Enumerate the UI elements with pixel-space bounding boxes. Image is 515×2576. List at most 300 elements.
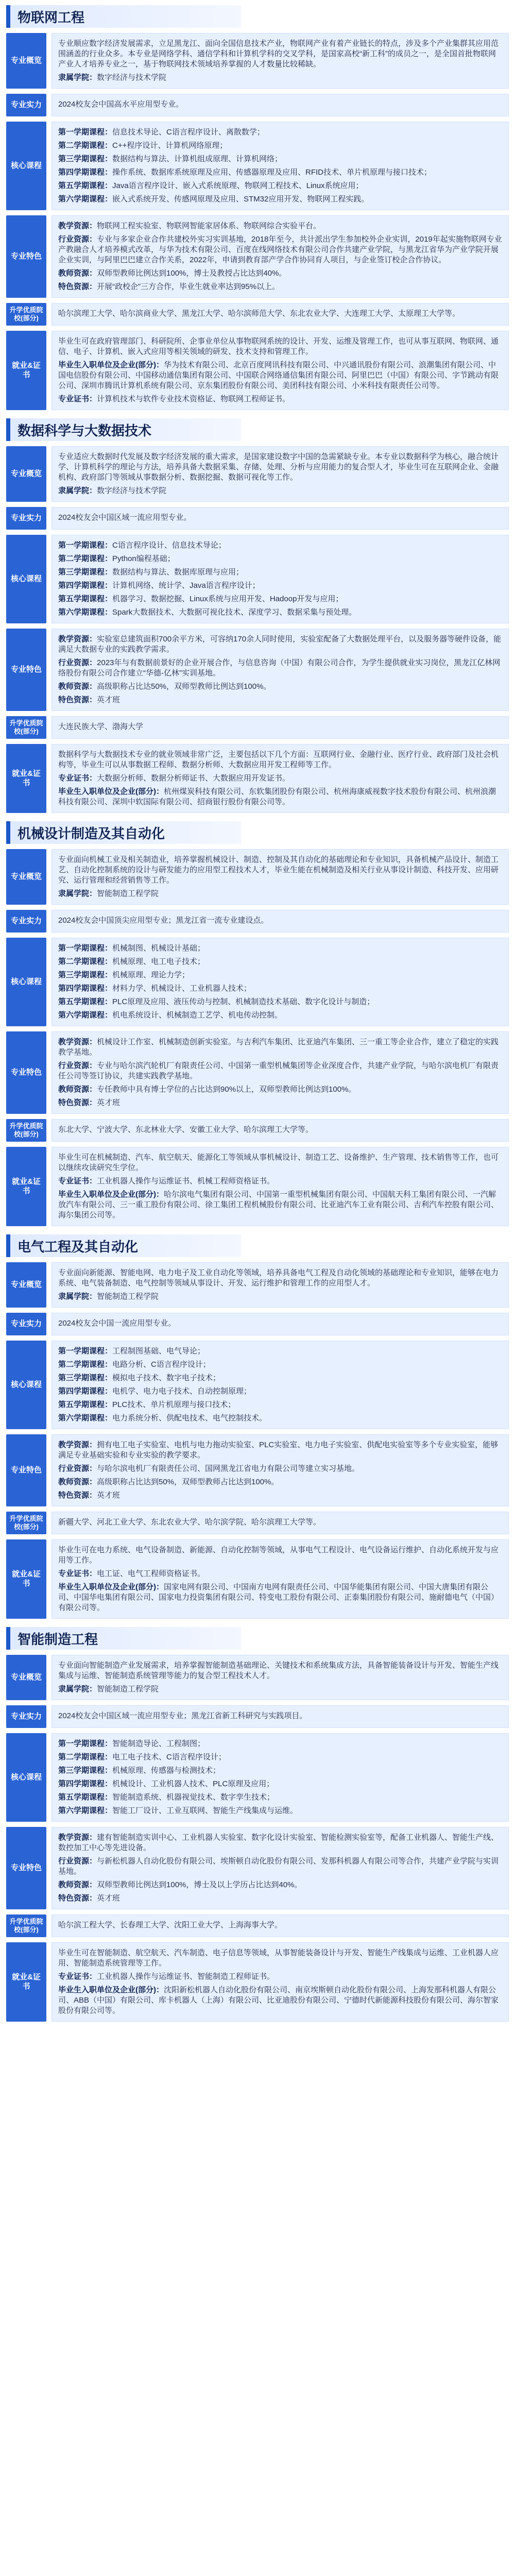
content-paragraph	[58, 1948, 502, 1969]
content-text: 模拟电子技术、数字电子技术；	[112, 1374, 221, 1382]
content-key: 第四学期课程：	[58, 1780, 113, 1788]
content-text: 电力系统分析、供配电技术、电气控制技术。	[112, 1414, 267, 1422]
content-text: 机械原理、传感器与检测技术；	[112, 1766, 221, 1775]
content-paragraph	[58, 181, 502, 191]
content-paragraph	[58, 567, 502, 578]
content-text: 信息技术导论、C语言程序设计、离散数学；	[112, 128, 265, 137]
content-text: Python编程基础；	[112, 554, 175, 563]
info-row	[6, 1341, 509, 1429]
row-content	[52, 938, 509, 1026]
row-content	[52, 1434, 509, 1506]
row-content	[52, 849, 509, 905]
content-paragraph	[58, 554, 502, 564]
content-paragraph	[58, 282, 502, 292]
content-key: 第六学期课程：	[58, 1806, 113, 1815]
content-key: 教学资源：	[58, 1440, 97, 1449]
row-label: 核心课程	[6, 122, 46, 210]
content-paragraph	[58, 39, 502, 70]
content-text: 操作系统、数据库系统原理及应用、传感器原理及应用、RFID技术、单片机原理与接口技术；	[112, 168, 432, 177]
info-row	[6, 1262, 509, 1308]
content-paragraph	[58, 194, 502, 205]
content-text: 数据结构与算法、数据库原理与应用；	[112, 568, 244, 577]
content-text: 与哈尔滨电机厂有限责任公司、国网黑龙江省电力有限公司等建立实习基地。	[97, 1464, 360, 1473]
info-row	[6, 507, 509, 530]
content-key: 第六学期课程：	[58, 608, 113, 617]
content-text: 计算机网络、统计学、Java语言程序设计；	[112, 581, 260, 590]
row-label: 升学优质院校(部分)	[6, 303, 46, 326]
content-key: 专业证书：	[58, 1569, 97, 1578]
content-text: 电工证、电气工程师资格证书。	[97, 1569, 205, 1578]
row-label: 升学优质院校(部分)	[6, 1512, 46, 1534]
content-key: 第三学期课程：	[58, 1374, 113, 1382]
content-key: 第四学期课程：	[58, 984, 113, 993]
content-paragraph	[58, 634, 502, 655]
row-content	[52, 716, 509, 739]
row-content	[52, 535, 509, 623]
content-text: 英才班	[97, 1098, 121, 1107]
info-row	[6, 446, 509, 502]
content-paragraph	[58, 1972, 502, 1982]
content-paragraph	[58, 1125, 502, 1135]
content-text: 新疆大学、河北工业大学、东北农业大学、哈尔滨学院、哈尔滨理工大学等。	[58, 1518, 321, 1527]
row-content	[52, 1655, 509, 1700]
content-paragraph	[58, 1711, 502, 1721]
row-label: 专业概览	[6, 446, 46, 502]
content-text: 开展“政校企”三方合作，毕业生就业率达到95%以上。	[97, 282, 280, 291]
content-key: 教学资源：	[58, 1833, 97, 1842]
content-text: 智能制造工程学院	[97, 1685, 159, 1693]
content-text: 国家电网有限公司、中国南方电网有限责任公司、中国华能集团有限公司、中国大唐集团有限公司、中国华电集团有限公司、国家电力投资集团有限公司、特变电工股份有限公司、正泰集团股份有限公司、施耐德电气（中国）有限公司等。	[58, 1583, 499, 1612]
content-paragraph	[58, 141, 502, 151]
content-paragraph	[58, 722, 502, 732]
content-paragraph	[58, 787, 502, 807]
content-paragraph	[58, 594, 502, 604]
info-row	[6, 303, 509, 326]
content-paragraph	[58, 1833, 502, 1853]
row-label: 就业&证书	[6, 331, 46, 410]
content-text: C++程序设计、计算机网络原理；	[112, 141, 228, 150]
content-key: 行业资源：	[58, 1061, 97, 1070]
content-key: 特色资源：	[58, 1491, 97, 1500]
content-paragraph	[58, 99, 502, 110]
content-key: 教师资源：	[58, 682, 97, 691]
row-label: 专业特色	[6, 1434, 46, 1506]
content-paragraph	[58, 1413, 502, 1423]
content-key: 第一学期课程：	[58, 1739, 113, 1748]
row-label: 专业概览	[6, 849, 46, 905]
content-text: 沈阳新松机器人自动化股份有限公司、南京埃斯顿自动化股份有限公司、上海发那科机器人有限公司、ABB（中国）有限公司、库卡机器人（上海）有限公司、比亚迪股份有限公司、宁德时代新能源科技股份有限公司、海尔智家股份有限公司等。	[58, 1986, 499, 2015]
row-label: 专业特色	[6, 1827, 46, 1909]
content-key: 第二学期课程：	[58, 1753, 113, 1761]
content-paragraph	[58, 1061, 502, 1081]
content-text: 华为技术有限公司、北京百度网讯科技有限公司、中兴通讯股份有限公司、浪潮集团有限公司、中国电信股份有限公司、中国移动通信集团有限公司、中国联合网络通信集团有限公司、阿里巴巴（中国）有限公司、字节跳动有限公司、深圳市腾讯计算机系统有限公司、京东集团股份有限公司、美团科技有限公司、小米科技有限责任公司等。	[58, 361, 499, 390]
content-paragraph	[58, 1373, 502, 1383]
row-content	[52, 1539, 509, 1619]
row-label: 专业概览	[6, 1262, 46, 1308]
content-text: 材料力学、机械设计、工业机器人技术；	[112, 984, 252, 993]
major-section	[0, 1627, 515, 2022]
row-label: 专业特色	[6, 1031, 46, 1114]
row-content	[52, 1341, 509, 1429]
header-accent-bar	[6, 1627, 10, 1650]
content-paragraph	[58, 855, 502, 886]
content-paragraph	[58, 167, 502, 178]
row-label: 升学优质院校(部分)	[6, 716, 46, 739]
content-text: 机械原理、理论力学；	[112, 971, 190, 979]
content-paragraph	[58, 1739, 502, 1749]
content-text: 机械制图、机械设计基础；	[112, 944, 205, 953]
content-text: 哈尔滨电气集团有限公司、中国第一重型机械集团有限公司、中国航天科工集团有限公司、一汽解放汽车有限公司、三一重工股份有限公司、徐工集团工程机械股份有限公司、比亚迪汽车工业有限公司、吉利汽车控股有限公司、海尔集团公司等。	[58, 1190, 499, 1219]
content-key: 特色资源：	[58, 282, 97, 291]
content-key: 特色资源：	[58, 1894, 97, 1903]
content-text: 东北大学、宁波大学、东北林业大学、安徽工业大学、哈尔滨理工大学等。	[58, 1125, 314, 1134]
content-paragraph	[58, 1766, 502, 1776]
content-text: 机器学习、数据挖掘、Linux系统与应用开发、Hadoop开发与应用；	[112, 595, 344, 603]
row-content	[52, 303, 509, 326]
row-content	[52, 1827, 509, 1909]
content-paragraph	[58, 695, 502, 705]
content-text: 数字经济与技术学院	[97, 486, 167, 495]
content-key: 第五学期课程：	[58, 1793, 113, 1802]
info-row	[6, 1434, 509, 1506]
content-key: 毕业生入职单位及企业(部分)：	[58, 1583, 164, 1591]
row-label: 专业特色	[6, 215, 46, 298]
row-content	[52, 33, 509, 89]
content-paragraph	[58, 1490, 502, 1501]
info-row	[6, 1512, 509, 1534]
content-paragraph	[58, 1268, 502, 1289]
content-paragraph	[58, 486, 502, 496]
content-key: 行业资源：	[58, 658, 97, 667]
row-content	[52, 94, 509, 116]
content-text: 2024校友会中国区域一流应用型专业。	[58, 513, 192, 522]
content-text: 机械设计工作室、机械制造创新实验室。与吉利汽车集团、比亚迪汽车集团、三一重工等企业合作，建立了稳定的实践教学基地。	[58, 1038, 499, 1057]
content-paragraph	[58, 957, 502, 967]
content-paragraph	[58, 1545, 502, 1566]
row-content	[52, 1705, 509, 1728]
content-text: 专任教师中具有博士学位的占比达到90%以上，双师型教师比例达到100%。	[97, 1085, 356, 1094]
row-content	[52, 507, 509, 530]
content-text: 与新松机器人自动化股份有限公司、埃斯顿自动化股份有限公司、发那科机器人有限公司等合作，共建产业学院与实训基地。	[58, 1857, 499, 1876]
section-title: 智能制造工程	[10, 1627, 241, 1650]
content-text: 数据科学与大数据技术专业的就业领域非常广泛，主要包括以下几个方面：互联网行业、金融行业、医疗行业、政府部门及社会机构等，毕业生可以从事数据工程师、数据分析师、大数据应用开发工程师等工作。	[58, 750, 499, 769]
content-paragraph	[58, 394, 502, 404]
content-paragraph	[58, 1985, 502, 2016]
info-row	[6, 1539, 509, 1619]
content-key: 专业证书：	[58, 1177, 97, 1185]
header-accent-bar	[6, 418, 10, 441]
content-paragraph	[58, 1010, 502, 1021]
row-label: 专业实力	[6, 910, 46, 933]
section-header	[6, 1234, 509, 1257]
content-text: 英才班	[97, 696, 121, 704]
content-paragraph	[58, 1153, 502, 1173]
content-text: C语言程序设计、信息技术导论；	[112, 541, 226, 550]
info-row	[6, 94, 509, 116]
content-key: 隶属学院：	[58, 1685, 97, 1693]
content-paragraph	[58, 154, 502, 164]
row-label: 核心课程	[6, 1733, 46, 1822]
content-text: 毕业生可在电力系统、电气设备制造、新能源、自动化控制等领域，从事电气工程设计、电气设备运行维护、自动化系统开发与应用等工作。	[58, 1546, 499, 1565]
section-header	[6, 5, 509, 28]
content-paragraph	[58, 1190, 502, 1221]
content-paragraph	[58, 943, 502, 954]
content-text: PLC技术、单片机原理与接口技术；	[112, 1400, 236, 1409]
content-text: 毕业生可在政府管理部门、科研院所、企事业单位从事物联网系统的设计、开发、运维及管理工作，也可从事互联网、物联网、通信、电子、计算机、嵌入式应用等相关领域的研发、技术支持和管理工作。	[58, 337, 499, 356]
info-row	[6, 1313, 509, 1335]
header-accent-bar	[6, 5, 10, 28]
content-text: 机械设计、工业机器人技术、PLC原理及应用；	[112, 1780, 274, 1788]
row-label: 专业实力	[6, 1313, 46, 1335]
major-section	[0, 1234, 515, 1619]
content-key: 行业资源：	[58, 1464, 97, 1473]
row-content	[52, 446, 509, 502]
content-text: 2024校友会中国一流应用型专业。	[58, 1319, 176, 1328]
content-key: 教学资源：	[58, 635, 97, 643]
row-label: 专业实力	[6, 94, 46, 116]
content-key: 行业资源：	[58, 235, 97, 244]
content-paragraph	[58, 127, 502, 138]
row-label: 专业特色	[6, 629, 46, 711]
content-text: Java语言程序设计、嵌入式系统原理、物联网工程技术、Linux系统应用；	[112, 181, 364, 190]
content-paragraph	[58, 1318, 502, 1329]
content-paragraph	[58, 889, 502, 899]
content-key: 第二学期课程：	[58, 957, 113, 966]
content-key: 专业证书：	[58, 395, 97, 403]
info-row	[6, 1147, 509, 1226]
content-key: 第五学期课程：	[58, 1400, 113, 1409]
info-row	[6, 629, 509, 711]
content-key: 第一学期课程：	[58, 541, 113, 550]
content-paragraph	[58, 1098, 502, 1108]
content-text: 电工电子技术、C语言程序设计；	[112, 1753, 226, 1761]
content-paragraph	[58, 997, 502, 1007]
row-label: 核心课程	[6, 938, 46, 1026]
content-text: 高级职称占比达50%，双师型教师比例达到100%。	[97, 682, 271, 691]
info-row	[6, 849, 509, 905]
info-row	[6, 535, 509, 623]
content-text: Spark大数据技术、大数据可视化技术、深度学习、数据采集与预处理。	[112, 608, 357, 617]
content-text: 智能制造工程学院	[97, 1292, 159, 1301]
content-text: 2024校友会中国高水平应用型专业。	[58, 100, 184, 109]
info-row	[6, 1655, 509, 1700]
content-key: 隶属学院：	[58, 1292, 97, 1301]
content-text: 2023年与有数据前景好的企业开展合作，与信息咨询（中国）有限公司合作，为学生提供就业实习岗位，黑龙江亿林网络股份有限公司合作建立“华德-亿林”实训基地。	[58, 658, 501, 677]
info-row	[6, 716, 509, 739]
content-paragraph	[58, 581, 502, 591]
content-key: 毕业生入职单位及企业(部分)：	[58, 1190, 164, 1199]
content-text: 专业面向机械工业及相关制造业，培养掌握机械设计、制造、控制及其自动化的基础理论和专业知识，具备机械产品设计、制造工艺、自动化控制系统的设计与研发能力的应用型工程技术人才，毕业生能在机械制造及相关行业从事设计制造、科技开发、应用研究、运行管理和经营销售等工作。	[58, 855, 499, 885]
content-paragraph	[58, 360, 502, 391]
content-key: 教师资源：	[58, 1880, 97, 1889]
row-content	[52, 331, 509, 410]
content-paragraph	[58, 970, 502, 980]
content-key: 隶属学院：	[58, 889, 97, 898]
content-text: 大连民族大学、渤海大学	[58, 722, 144, 731]
content-paragraph	[58, 750, 502, 770]
content-paragraph	[58, 1779, 502, 1789]
content-paragraph	[58, 540, 502, 551]
content-paragraph	[58, 1880, 502, 1890]
header-accent-bar	[6, 821, 10, 844]
row-content	[52, 1942, 509, 2022]
content-text: 杭州煤炭科技有限公司、东软集团股份有限公司、杭州海康威视数字技术股份有限公司、杭州浪潮科技有限公司、深圳中软国际有限公司、招商银行股份有限公司等。	[58, 787, 496, 806]
section-title: 机械设计制造及其自动化	[10, 821, 241, 844]
content-key: 专业证书：	[58, 774, 97, 783]
content-paragraph	[58, 234, 502, 265]
content-text: 大数据分析师、数据分析师证书、大数据应用开发证书。	[97, 774, 290, 783]
major-section	[0, 418, 515, 813]
content-text: 工业机器人操作与运维证书、智能制造工程师证书。	[97, 1972, 275, 1981]
content-paragraph	[58, 1920, 502, 1930]
major-section	[0, 5, 515, 410]
content-text: 拥有电工电子实验室、电机与电力拖动实验室、PLC实验室、电力电子实验室、供配电实验室等多个专业实验室，能够满足专业基础实验和专业实验的教学要求。	[58, 1440, 499, 1460]
content-text: 毕业生可在机械制造、汽车、航空航天、能源化工等领域从事机械设计、制造工艺、设备维护、生产管理、技术销售等工作，也可以继续攻读研究生学位。	[58, 1153, 499, 1172]
content-text: 哈尔滨理工大学、哈尔滨商业大学、黑龙江大学、哈尔滨师范大学、东北农业大学、大连理工大学、太原理工大学等。	[58, 309, 460, 318]
content-paragraph	[58, 1386, 502, 1397]
content-key: 特色资源：	[58, 1098, 97, 1107]
content-key: 第二学期课程：	[58, 554, 113, 563]
content-text: 专业顺应数字经济发展需求，立足黑龙江、面向全国信息技术产业，物联网产业有着产业链长的特点，涉及多个产业集群其应用范围涵盖的行业众多。本专业是网络学科、通信学科和计算机学科的交叉学科，是国家高校“新工科”的成员之一，是全国首批物联网产业人才培养专业之一，基于物联网技术领域培养掌握的人才数量比较稀缺。	[58, 39, 499, 69]
info-row	[6, 1914, 509, 1937]
content-text: 专业与哈尔滨汽轮机厂有限责任公司、中国第一重型机械集团等企业深度合作，共建产业学院，与哈尔滨电机厂有限责任公司等签订协议，共建实践教学基地。	[58, 1061, 499, 1080]
info-row	[6, 33, 509, 89]
content-key: 第一学期课程：	[58, 128, 113, 137]
section-title: 电气工程及其自动化	[10, 1234, 241, 1257]
content-key: 隶属学院：	[58, 73, 97, 82]
content-key: 第四学期课程：	[58, 1387, 113, 1396]
row-content	[52, 1733, 509, 1822]
content-paragraph	[58, 1360, 502, 1370]
content-key: 第四学期课程：	[58, 581, 113, 590]
section-title: 物联网工程	[10, 5, 241, 28]
content-paragraph	[58, 773, 502, 784]
content-paragraph	[58, 513, 502, 523]
content-text: 智能制造导论、工程制图；	[112, 1739, 205, 1748]
content-paragraph	[58, 1660, 502, 1681]
section-title: 数据科学与大数据技术	[10, 418, 241, 441]
content-text: 2024校友会中国区域一流应用型专业；黑龙江省新工科研究与实践项目。	[58, 1711, 307, 1720]
content-text: 英才班	[97, 1894, 121, 1903]
section-header	[6, 1627, 509, 1650]
content-text: 计算机技术与软件专业技术资格证、物联网工程师证书。	[97, 395, 290, 403]
content-key: 第三学期课程：	[58, 155, 113, 163]
major-section	[0, 821, 515, 1226]
row-content	[52, 1031, 509, 1114]
row-label: 就业&证书	[6, 1539, 46, 1619]
content-text: 工业机器人操作与运维证书、机械工程师资格证书。	[97, 1177, 275, 1185]
info-row	[6, 215, 509, 298]
content-text: 嵌入式系统开发、传感网原理及应用、STM32应用开发、物联网工程实践。	[112, 195, 369, 204]
content-paragraph	[58, 1893, 502, 1904]
content-paragraph	[58, 916, 502, 926]
content-text: 智能制造工程学院	[97, 889, 159, 898]
content-paragraph	[58, 1176, 502, 1187]
content-key: 第二学期课程：	[58, 1360, 113, 1369]
row-label: 核心课程	[6, 535, 46, 623]
info-row	[6, 122, 509, 210]
content-key: 毕业生入职单位及企业(部分)：	[58, 1986, 164, 1994]
info-row	[6, 331, 509, 410]
section-header	[6, 821, 509, 844]
content-text: 机电系统设计、机械制造工艺学、机电传动控制。	[112, 1011, 283, 1020]
row-label: 升学优质院校(部分)	[6, 1119, 46, 1142]
row-content	[52, 1512, 509, 1534]
content-text: 专业面向智能制造产业发展需求，培养掌握智能制造基础理论、关键技术和系统集成方法，具备智能装备设计与开发、智能生产线集成与运维、智能制造系统管理等能力的复合型工程技术人才。	[58, 1661, 499, 1680]
content-text: 物联网工程实验室、物联网智能家居体系、物联网综合实验平台。	[97, 222, 321, 230]
info-row	[6, 938, 509, 1026]
content-text: 智能工厂设计、工业互联网、智能生产线集成与运维。	[112, 1806, 298, 1815]
content-key: 行业资源：	[58, 1857, 97, 1866]
row-content	[52, 1147, 509, 1226]
info-row	[6, 1119, 509, 1142]
row-content	[52, 744, 509, 813]
row-content	[52, 1119, 509, 1142]
row-label: 就业&证书	[6, 744, 46, 813]
content-paragraph	[58, 221, 502, 231]
content-key: 第六学期课程：	[58, 1011, 113, 1020]
content-text: 专业与多家企业合作共建校外实习实训基地，2018年至今，共计派出学生参加校外企业实训，2019年起实施物联网专业产教融合人才培养模式改革，与华为技术有限公司、百度在线网络技术有限公司合作共建产业学院，与黑龙江省华为产业学院开展企业实训，与阿里巴巴建立合作关系，2022年，申请到教育部产学合作协同育人项目，与企业签订校企合作协议。	[58, 235, 502, 264]
info-row	[6, 1733, 509, 1822]
content-key: 第六学期课程：	[58, 1414, 113, 1422]
content-key: 第五学期课程：	[58, 181, 113, 190]
content-key: 毕业生入职单位及企业(部分)：	[58, 361, 164, 369]
row-label: 专业概览	[6, 33, 46, 89]
content-text: PLC原理及应用、液压传动与控制、机械制造技术基础、数字化设计与制造；	[112, 997, 375, 1006]
content-key: 第一学期课程：	[58, 944, 113, 953]
content-paragraph	[58, 1684, 502, 1694]
content-text: 2024校友会中国顶尖应用型专业；黑龙江省一流专业建设点。	[58, 916, 269, 925]
content-text: 机械原理、电工电子技术；	[112, 957, 205, 966]
content-key: 第三学期课程：	[58, 568, 113, 577]
content-text: 高级职称占比达到50%，双师型教师占比达到100%。	[97, 1478, 279, 1486]
content-text: 专业面向新能源、智能电网、电力电子及工业自动化等领域，培养具备电气工程及自动化领域的基础理论和专业知识，能够在电力系统、电气装备制造、电气控制等领域从事设计、开发、运行维护和管理工作的应用型人才。	[58, 1268, 499, 1287]
content-paragraph	[58, 336, 502, 357]
content-paragraph	[58, 452, 502, 483]
content-paragraph	[58, 682, 502, 692]
content-paragraph	[58, 309, 502, 319]
row-label: 专业概览	[6, 1655, 46, 1700]
content-key: 第五学期课程：	[58, 595, 113, 603]
content-key: 教师资源：	[58, 1085, 97, 1094]
content-key: 专业证书：	[58, 1972, 97, 1981]
content-text: 实验室总建筑面积700余平方米，可容纳170余人同时使用，实验室配备了大数据处理平台，以及服务器等硬件设备，能满足大数据专业的实践教学需求。	[58, 635, 502, 654]
content-paragraph	[58, 1084, 502, 1095]
header-accent-bar	[6, 1234, 10, 1257]
content-paragraph	[58, 1792, 502, 1803]
section-header	[6, 418, 509, 441]
content-key: 第四学期课程：	[58, 168, 113, 177]
row-label: 就业&证书	[6, 1942, 46, 2022]
info-row	[6, 910, 509, 933]
content-key: 第二学期课程：	[58, 141, 113, 150]
row-label: 专业实力	[6, 1705, 46, 1728]
content-key: 第三学期课程：	[58, 971, 113, 979]
content-paragraph	[58, 1400, 502, 1410]
content-text: 电机学、电力电子技术、自动控制原理；	[112, 1387, 252, 1396]
content-paragraph	[58, 1856, 502, 1877]
content-paragraph	[58, 1440, 502, 1461]
content-key: 特色资源：	[58, 696, 97, 704]
content-paragraph	[58, 268, 502, 279]
content-key: 教师资源：	[58, 269, 97, 278]
content-text: 双师型教师比例达到100%，博士及以上学历占比达到40%。	[97, 1880, 302, 1889]
info-row	[6, 744, 509, 813]
row-content	[52, 122, 509, 210]
content-text: 毕业生可在智能制造、航空航天、汽车制造、电子信息等领域，从事智能装备设计与开发、智能生产线集成与运维、工业机器人应用、智能制造系统管理等工作。	[58, 1948, 499, 1968]
row-content	[52, 1914, 509, 1937]
content-key: 教学资源：	[58, 222, 97, 230]
